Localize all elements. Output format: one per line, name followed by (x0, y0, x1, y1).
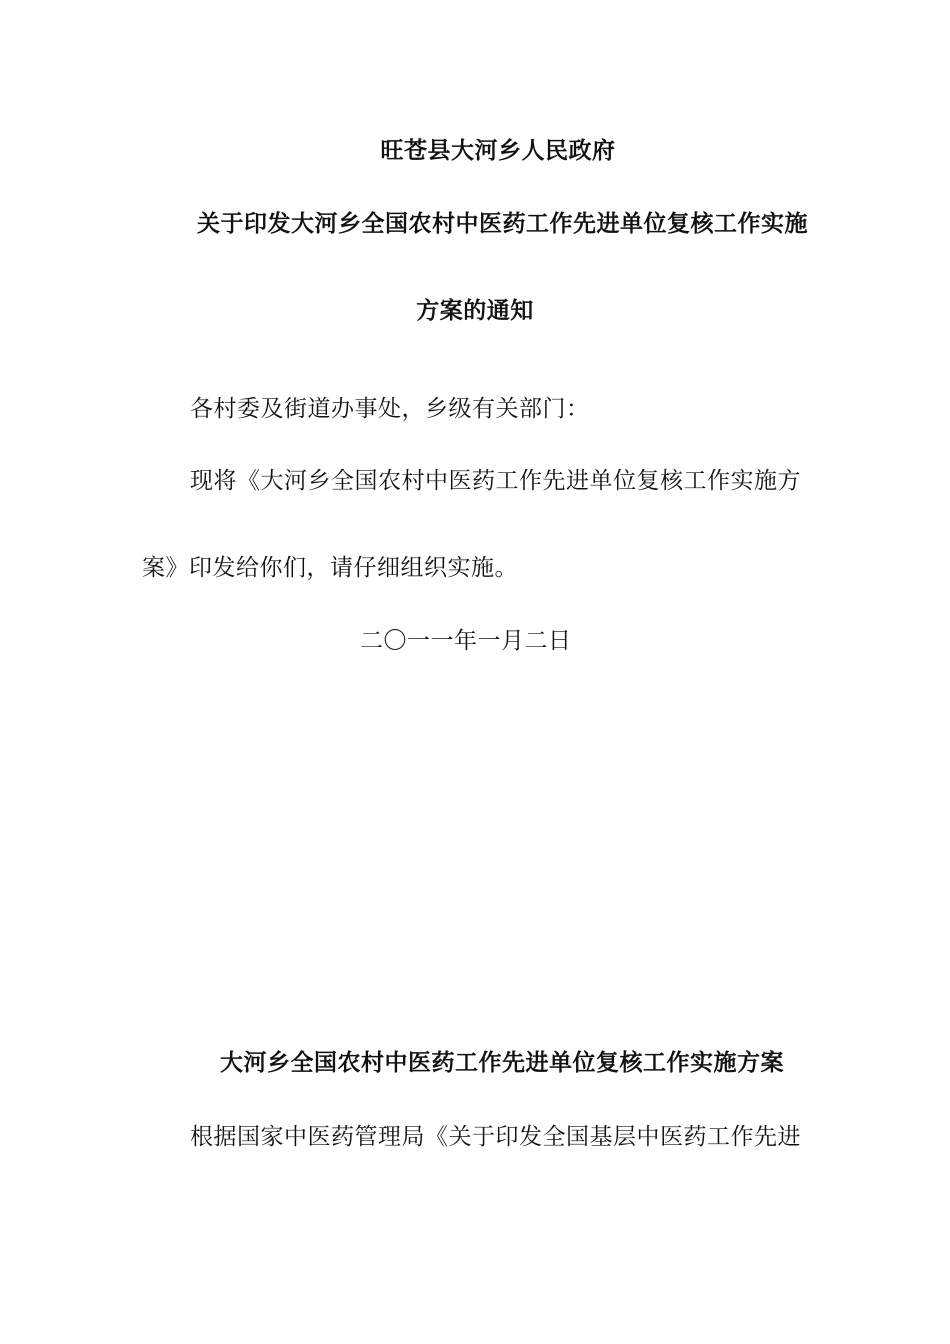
plan-body-line-1: 根据国家中医药管理局《关于印发全国基层中医药工作先进 (190, 1124, 801, 1150)
notice-date: 二〇一一年一月二日 (360, 628, 572, 654)
plan-title: 大河乡全国农村中医药工作先进单位复核工作实施方案 (220, 1050, 784, 1076)
notice-title-line-2: 方案的通知 (416, 298, 534, 324)
salutation: 各村委及街道办事处，乡级有关部门： (190, 396, 590, 422)
notice-body-line-2: 案》印发给你们，请仔细组织实施。 (142, 555, 518, 581)
notice-title-line-1: 关于印发大河乡全国农村中医药工作先进单位复核工作实施 (197, 211, 808, 237)
issuer-heading: 旺苍县大河乡人民政府 (380, 138, 616, 164)
notice-body-line-1: 现将《大河乡全国农村中医药工作先进单位复核工作实施方 (190, 468, 801, 494)
